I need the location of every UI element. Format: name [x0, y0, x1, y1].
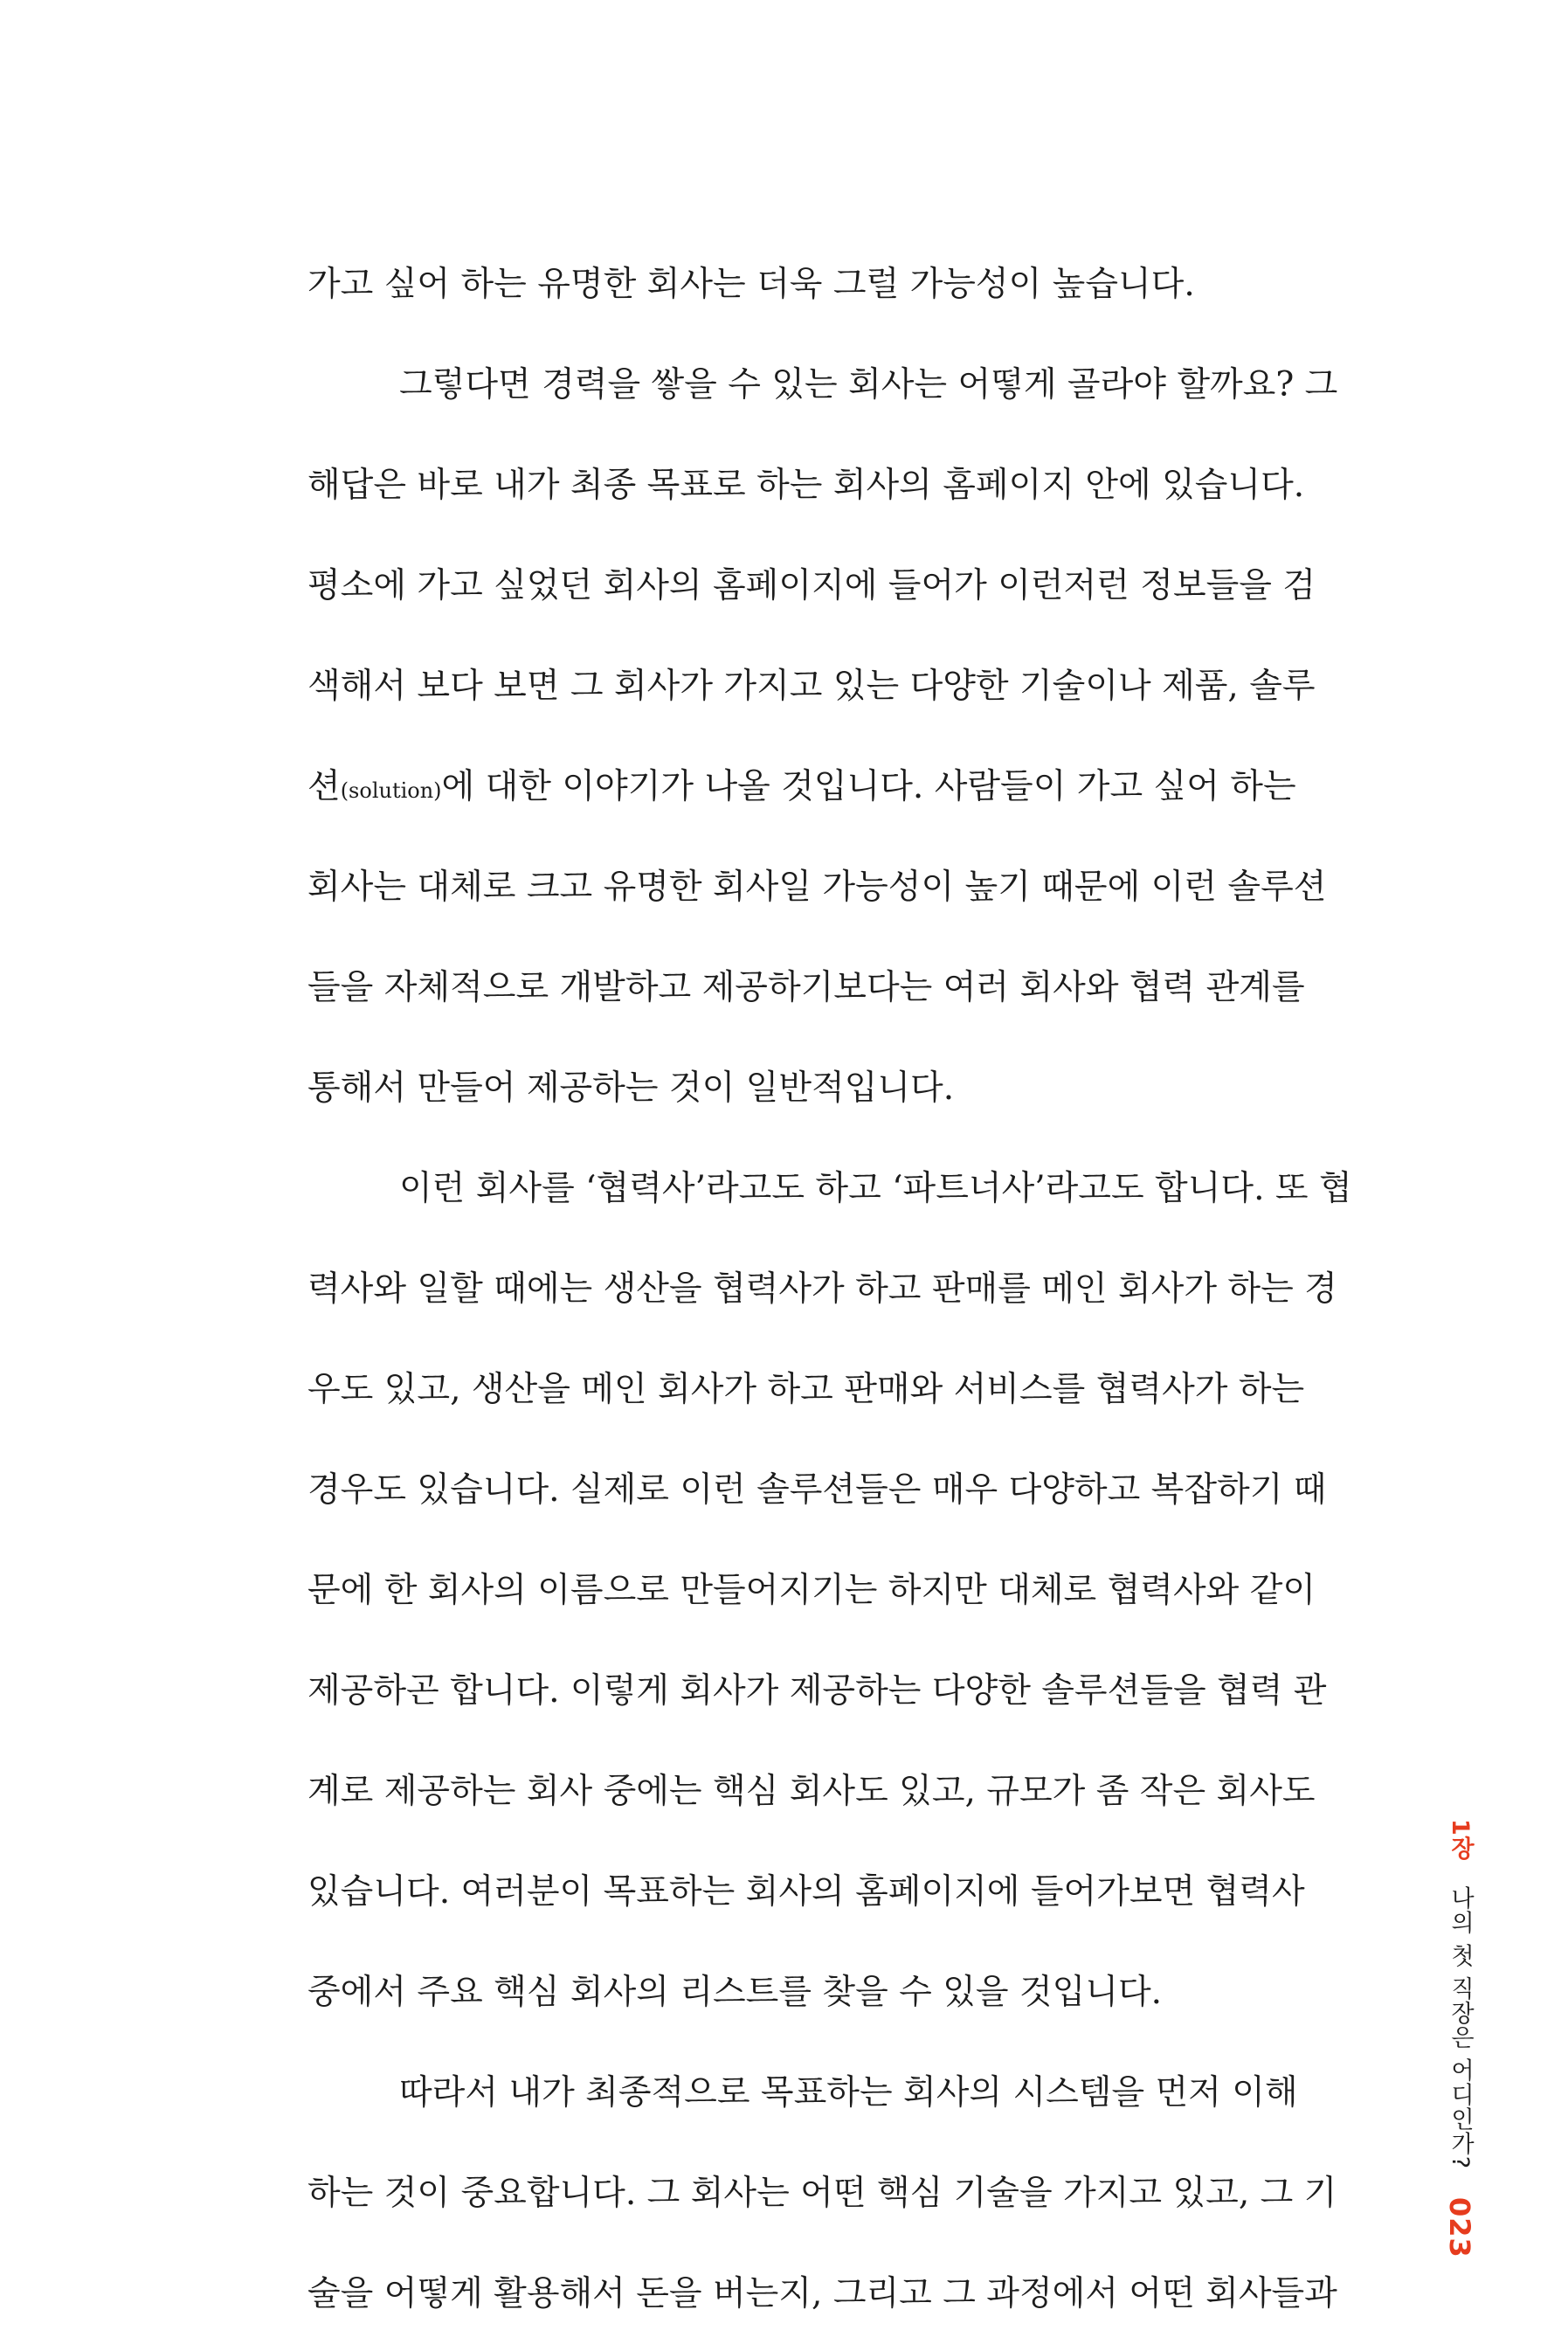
text-line	[307, 736, 1364, 837]
text-line: 해답은 바로 내가 최종 목표로 하는 회사의 홈페이지 안에 있습니다.	[307, 466, 1305, 505]
text-line: 이런 회사를 ‘협력사’라고도 하고 ‘파트너사’라고도 합니다. 또 협	[399, 1169, 1352, 1208]
text-line: 있습니다. 여러분이 목표하는 회사의 홈페이지에 들어가보면 협력사	[307, 1872, 1305, 1912]
text-line: 문에 한 회사의 이름으로 만들어지기는 하지만 대체로 협력사와 같이	[307, 1571, 1316, 1610]
text-line: 술을 어떻게 활용해서 돈을 버는지, 그리고 그 과정에서 어떤 회사들과	[307, 2274, 1337, 2313]
chapter-number: 1장	[1447, 1819, 1474, 1861]
text-line: 제공하곤 합니다. 이렇게 회사가 제공하는 다양한 솔루션들을 협력 관	[307, 1671, 1327, 1711]
page-number: 023	[1443, 2196, 1476, 2258]
text-line: 따라서 내가 최종적으로 목표하는 회사의 시스템을 먼저 이해	[399, 2073, 1298, 2112]
text-line: 들을 자체적으로 개발하고 제공하기보다는 여러 회사와 협력 관계를	[307, 968, 1305, 1007]
text-line: 하는 것이 중요합니다. 그 회사는 어떤 핵심 기술을 가지고 있고, 그 기	[307, 2174, 1337, 2213]
text-line: 통해서 만들어 제공하는 것이 일반적입니다.	[307, 1068, 955, 1108]
text-line: 회사는 대체로 크고 유명한 회사일 가능성이 높기 때문에 이런 솔루션	[307, 868, 1327, 907]
text-segment: 션	[307, 767, 341, 806]
chapter-title: 나의 첫 직장은 어디인가?	[1447, 1885, 1474, 2170]
text-segment: 에 대한 이야기가 나올 것입니다. 사람들이 가고 싶어 하는	[441, 767, 1296, 806]
text-line: 경우도 있습니다. 실제로 이런 솔루션들은 매우 다양하고 복잡하기 때	[307, 1470, 1327, 1510]
text-line: 가고 싶어 하는 유명한 회사는 더욱 그럴 가능성이 높습니다.	[307, 265, 1195, 304]
text-line: 중에서 주요 핵심 회사의 리스트를 찾을 수 있을 것입니다.	[307, 1973, 1163, 2012]
annotation-solution: (solution)	[340, 778, 442, 803]
text-line: 평소에 가고 싶었던 회사의 홈페이지에 들어가 이런저런 정보들을 검	[307, 566, 1316, 605]
running-footer	[1443, 1819, 1477, 2258]
text-line: 력사와 일할 때에는 생산을 협력사가 하고 판매를 메인 회사가 하는 경	[307, 1269, 1337, 1309]
text-line: 계로 제공하는 회사 중에는 핵심 회사도 있고, 규모가 좀 작은 회사도	[307, 1772, 1316, 1811]
text-line: 우도 있고, 생산을 메인 회사가 하고 판매와 서비스를 협력사가 하는	[307, 1370, 1305, 1409]
text-line: 색해서 보다 보면 그 회사가 가지고 있는 다양한 기술이나 제품, 솔루	[307, 667, 1316, 706]
body-text	[307, 234, 1364, 2344]
text-line: 그렇다면 경력을 쌓을 수 있는 회사는 어떻게 골라야 할까요? 그	[399, 365, 1338, 404]
